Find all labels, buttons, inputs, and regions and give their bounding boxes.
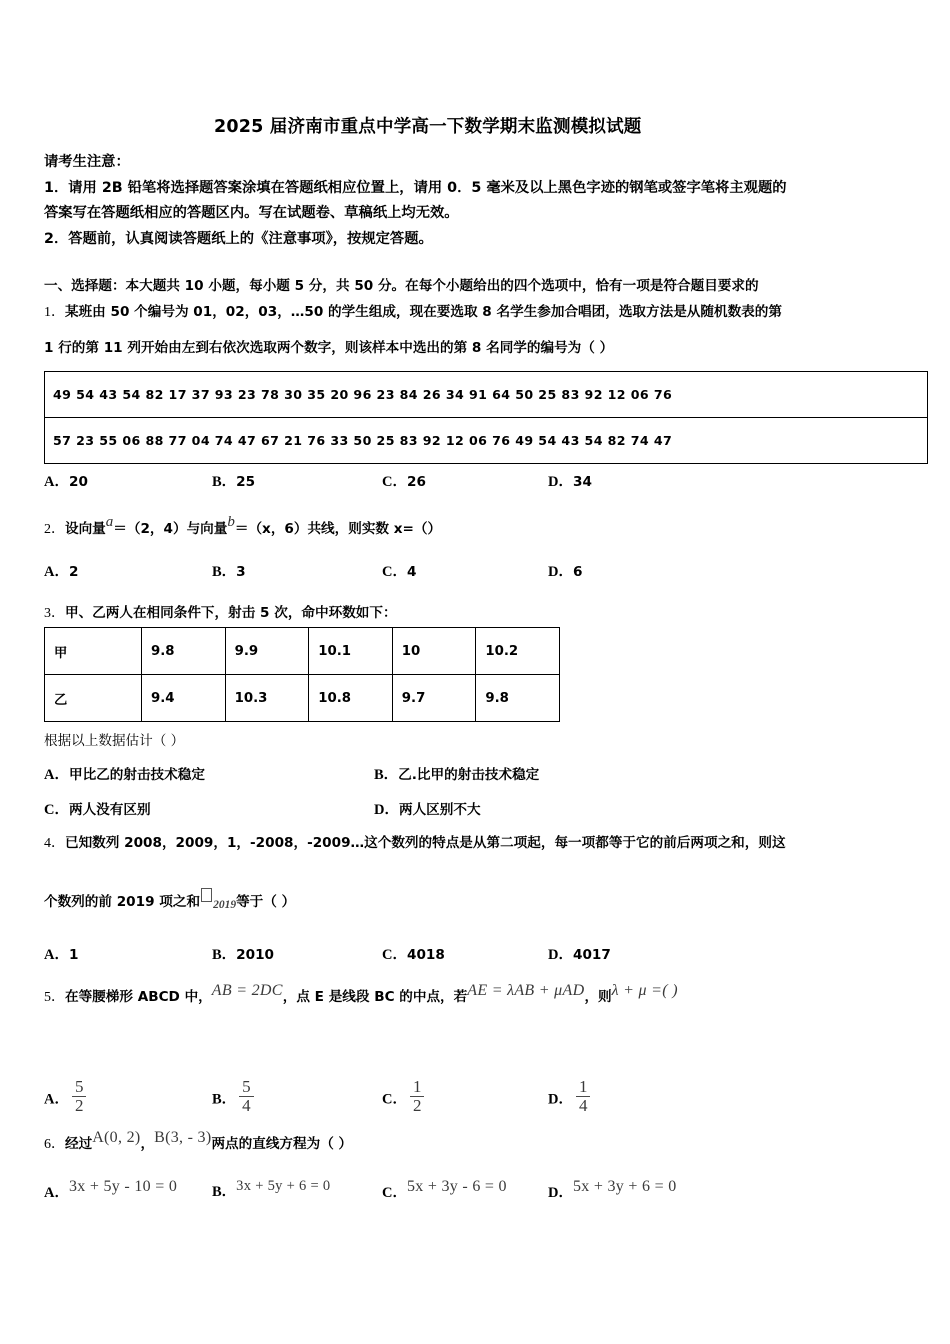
table-row — [45, 418, 928, 464]
option-1-a[interactable]: A．20 — [44, 474, 88, 490]
question-3-sub-prompt: 根据以上数据估计（ ） — [44, 733, 185, 749]
yi-score-4: 9.7 — [392, 675, 476, 722]
jia-score-1: 9.8 — [142, 628, 226, 675]
math-point-b: B(3, - 3) — [154, 1129, 212, 1146]
missing-glyph-box — [201, 888, 212, 902]
candidate-notice — [44, 150, 924, 252]
option-6-c[interactable]: C．5x + 3y - 6 = 0 — [382, 1178, 507, 1201]
table-row — [45, 675, 560, 722]
question-4-stem-line-2: 个数列的前 2019 项之和 2019等于（ ） — [44, 888, 295, 911]
line-equation-c: 5x + 3y - 6 = 0 — [406, 1178, 507, 1195]
option-5-a[interactable]: A． $\frac{5}{2}$ — [44, 1078, 86, 1114]
fraction-5-over-2: $\frac{5}{2}$ — [72, 1078, 87, 1114]
notice-line-2: 答案写在答题纸相应的答题区内。写在试题卷、草稿纸上均无效。 — [44, 205, 459, 221]
yi-score-3: 10.8 — [309, 675, 393, 722]
option-4-d[interactable]: D．4017 — [548, 947, 611, 963]
option-4-a[interactable]: A．1 — [44, 947, 79, 963]
question-1-options — [44, 470, 924, 492]
option-5-c[interactable]: C． $\frac{1}{2}$ — [382, 1078, 424, 1114]
question-6-stem: 6．经过A(0, 2)，B(3, - 3)两点的直线方程为（ ） — [44, 1129, 353, 1152]
shooting-scores-table — [44, 627, 560, 722]
row-header-jia: 甲 — [45, 628, 142, 675]
option-3-b[interactable]: B．乙.比甲的射击技术稳定 — [374, 767, 540, 783]
page-title: 2025 届济南市重点中学高一下数学期末监测模拟试题 — [214, 117, 642, 137]
jia-score-5: 10.2 — [476, 628, 560, 675]
jia-score-3: 10.1 — [309, 628, 393, 675]
section-header-multiple-choice: 一、选择题：本大题共 10 小题，每小题 5 分，共 50 分。在每个小题给出的四个选项中，恰有一项是符合题目要求的 — [44, 278, 759, 294]
notice-heading: 请考生注意： — [44, 154, 130, 170]
line-equation-b: 3x + 5y + 6 = 0 — [236, 1178, 331, 1194]
option-6-d[interactable]: D．5x + 3y + 6 = 0 — [548, 1178, 677, 1201]
question-1-stem-line-2: 1 行的第 11 列开始由左到右依次选取两个数字，则该样本中选出的第 8 名同学的编号为（ ） — [44, 340, 614, 356]
option-5-b[interactable]: B． $\frac{5}{4}$ — [212, 1078, 254, 1114]
yi-score-1: 9.4 — [142, 675, 226, 722]
yi-score-5: 9.8 — [476, 675, 560, 722]
option-3-c[interactable]: C．两人没有区别 — [44, 802, 151, 818]
fraction-1-over-2: $\frac{1}{2}$ — [410, 1078, 425, 1114]
option-1-b[interactable]: B．25 — [212, 474, 256, 490]
question-1-number: 1． — [44, 305, 65, 320]
table-row — [45, 372, 928, 418]
line-equation-d: 5x + 3y + 6 = 0 — [572, 1178, 677, 1195]
vector-b-symbol: b — [227, 514, 235, 530]
question-2-stem: 2．设向量a＝（2，4）与向量b＝（x，6）共线，则实数 x=（） — [44, 514, 442, 537]
option-1-d[interactable]: D．34 — [548, 474, 592, 490]
question-5-stem: 5．在等腰梯形 ABCD 中，AB = 2DC，点 E 是线段 BC 的中点，若AE = λAB + μAD，则λ + μ =( ) — [44, 982, 678, 1005]
vector-a-symbol: a — [105, 514, 114, 530]
question-3-stem: 3．甲、乙两人在相同条件下，射击 5 次，命中环数如下： — [44, 605, 397, 621]
fraction-5-over-4: $\frac{5}{4}$ — [239, 1078, 254, 1114]
table-row — [45, 628, 560, 675]
option-4-b[interactable]: B．2010 — [212, 947, 275, 963]
notice-line-3: 2．答题前，认真阅读答题纸上的《注意事项》，按规定答题。 — [44, 230, 433, 247]
option-6-b[interactable]: B．3x + 5y + 6 = 0 — [212, 1178, 331, 1200]
fraction-1-over-4: $\frac{1}{4}$ — [576, 1078, 591, 1114]
option-2-b[interactable]: B．3 — [212, 564, 246, 580]
random-number-table — [44, 371, 928, 464]
question-3-options-row-1 — [44, 763, 924, 785]
random-digits-row-2: 57 23 55 06 88 77 04 74 47 67 21 76 33 50 25 83 92 12 06 76 49 54 43 54 82 74 47 — [45, 418, 928, 464]
line-equation-a: 3x + 5y - 10 = 0 — [68, 1178, 178, 1195]
math-lambda-plus-mu: λ + μ =( ) — [611, 982, 678, 999]
random-digits-row-1: 49 54 43 54 82 17 37 93 23 78 30 35 20 96 23 84 26 34 91 64 50 25 83 92 12 06 76 — [45, 372, 928, 418]
yi-score-2: 10.3 — [225, 675, 309, 722]
option-3-d[interactable]: D．两人区别不大 — [374, 802, 481, 818]
option-4-c[interactable]: C．4018 — [382, 947, 445, 963]
question-4-options — [44, 943, 924, 965]
option-1-c[interactable]: C．26 — [382, 474, 426, 490]
option-2-a[interactable]: A．2 — [44, 564, 79, 580]
option-6-a[interactable]: A．3x + 5y - 10 = 0 — [44, 1178, 178, 1201]
option-3-a[interactable]: A．甲比乙的射击技术稳定 — [44, 767, 205, 783]
notice-line-1: 1．请用 2B 铅笔将选择题答案涂填在答题纸相应位置上，请用 0．5 毫米及以上黑色字迹的钢笔或签字笔将主观题的 — [44, 179, 787, 196]
sum-subscript: 2019 — [213, 899, 237, 911]
question-3-number: 3． — [44, 606, 65, 621]
question-3-options-row-2 — [44, 798, 924, 820]
question-2-number: 2． — [44, 522, 65, 537]
jia-score-2: 9.9 — [225, 628, 309, 675]
math-point-a: A(0, 2) — [92, 1129, 141, 1146]
question-4-number: 4． — [44, 836, 65, 851]
question-1-stem-line-1: 1．某班由 50 个编号为 01，02，03，…50 的学生组成，现在要选取 8 名学生参加合唱团，选取方法是从随机数表的第 — [44, 304, 782, 320]
row-header-yi: 乙 — [45, 675, 142, 722]
option-2-d[interactable]: D．6 — [548, 564, 583, 580]
question-6-number: 6． — [44, 1137, 65, 1152]
math-ae-lambda-mu: AE = λAB + μAD — [467, 982, 585, 999]
option-5-d[interactable]: D． $\frac{1}{4}$ — [548, 1078, 590, 1114]
option-2-c[interactable]: C．4 — [382, 564, 417, 580]
question-5-options — [44, 1078, 924, 1124]
question-6-options — [44, 1178, 924, 1208]
question-4-stem-line-1: 4．已知数列 2008，2009，1，-2008，-2009…这个数列的特点是从第二项起，每一项都等于它的前后两项之和，则这 — [44, 835, 786, 851]
question-2-options — [44, 560, 924, 582]
question-5-number: 5． — [44, 990, 65, 1005]
jia-score-4: 10 — [392, 628, 476, 675]
math-ab-2dc: AB = 2DC — [211, 982, 283, 999]
